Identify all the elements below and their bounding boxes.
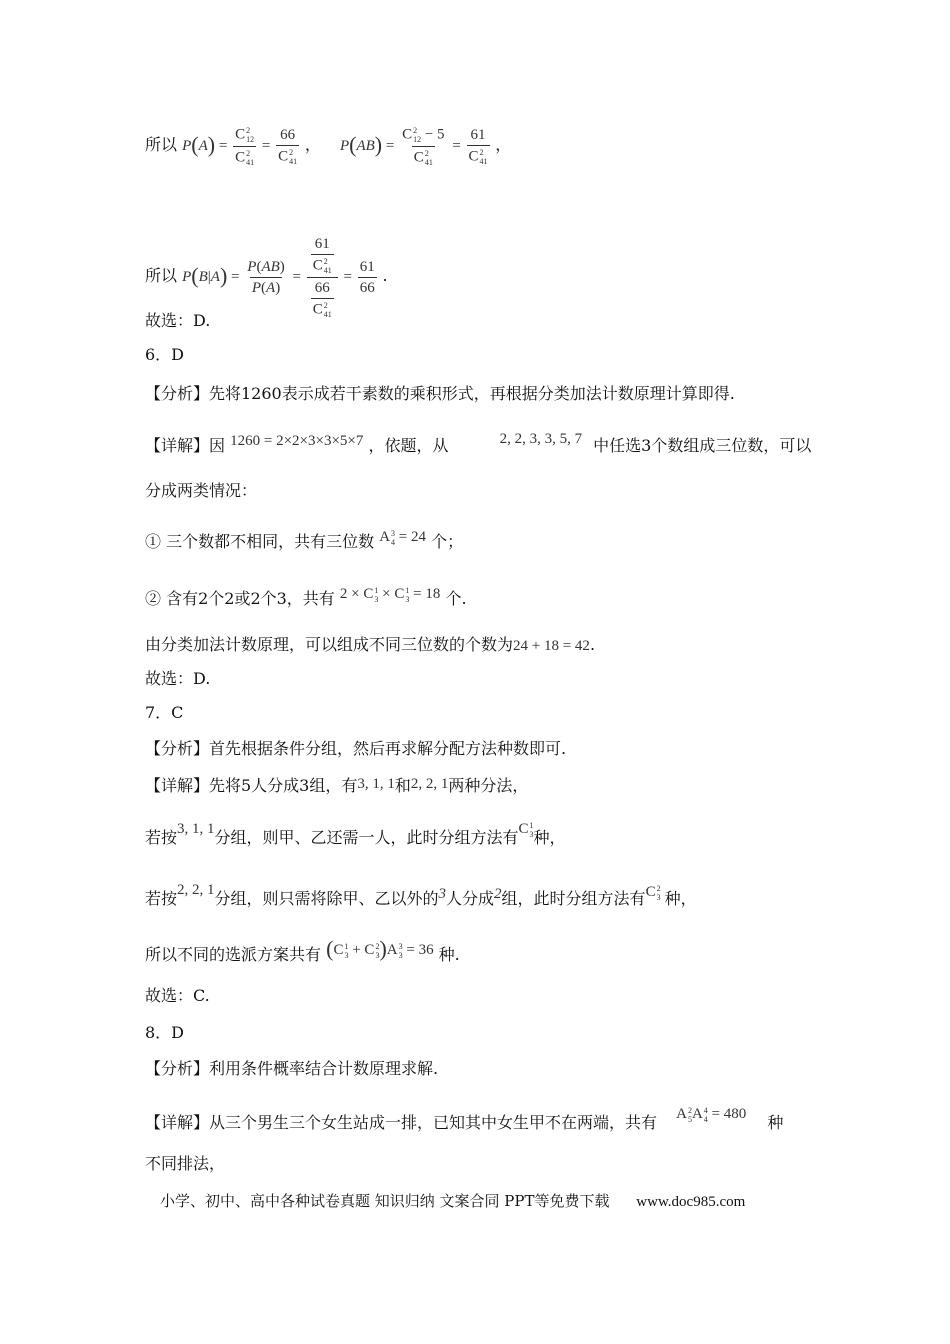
footer-text: 小学、初中、高中各种试卷真题 知识归纳 文案合同 PPT等免费下载 [160,1192,610,1210]
detail-7: 【详解】先将5人分成3组，有3, 1, 1和2, 2, 1两种分法， [145,776,529,795]
formula-digits: 2, 2, 3, 3, 5, 7 [499,431,583,447]
formula-sum: 24 + 18 = 42 [513,638,590,654]
detail-7-total: 所以不同的选派方案共有 (C 1 3 + C 2 3 )A 3 3 = 36 种. [145,936,460,964]
formula-factorization: 1260 = 2×2×3×3×5×7 [230,433,364,449]
formula-arrangements: A 2 5 A 4 4 = 480 [676,1105,747,1124]
analysis-6: 【分析】先将1260表示成若干素数的乘积形式，再根据分类加法计数原理计算即得. [145,384,735,403]
question-8-heading: 8．D [145,1023,185,1042]
footer-url[interactable]: www.doc985.com [636,1194,746,1210]
conclusion-6: 由分类加法计数原理，可以组成不同三位数的个数为24 + 18 = 42. [145,635,596,654]
formula-p-ab: P(AB) = C 2 12 − 5 C 2 41 = 61 C 2 41 [339,126,488,167]
line-answer-5: 故选：D. [145,311,211,330]
line-answer-6: 故选：D. [145,669,211,688]
line-conditional: 所以 P(B|A) = $\frac{P(AB)}{P(A)}$ = 61 C 2 41 66 C 2 41 = $\frac{61}{66}$ . [145,236,388,319]
text: 所以 [145,134,178,154]
detail-6-cont: 分成两类情况： [145,481,258,500]
question-6-heading: 6．D [145,345,185,364]
detail-8: 【详解】从三个男生三个女生站成一排，已知其中女生甲不在两端，共有 A 2 5 A 4 4 = 480 种 [145,1105,784,1132]
question-7-heading: 7．C [145,703,184,722]
formula-a43: A 3 4 = 24 [379,528,426,547]
formula-p-b-given-a: P(B|A) = $\frac{P(AB)}{P(A)}$ = 61 C 2 41 66 C 2 41 = $\frac{61}{66}$ [182,236,375,319]
page-footer [160,1190,745,1211]
formula-case2: 2 × C 1 3 × C 1 3 = 18 [339,585,441,604]
analysis-7: 【分析】首先根据条件分组，然后再求解分配方法种数即可. [145,739,567,758]
case-2: ② 含有2个2或2个3，共有 2 × C 1 3 × C 1 3 = 18 个. [145,585,467,608]
detail-7-case-311: 若按3, 1, 1分组，则甲、乙还需一人，此时分组方法有C 1 3 种， [145,820,566,847]
detail-7-case-221: 若按2, 2, 1分组，则只需将除甲、乙以外的3人分成2组，此时分组方法有C 2 3 种， [145,882,697,908]
detail-8-cont: 不同排法， [145,1154,226,1173]
detail-6: 【详解】因 1260 = 2×2×3×3×5×7 ，依题，从 2, 2, 3, 3, 5, 7 中任选3个数组成三位数，可以 [145,431,812,455]
analysis-8: 【分析】利用条件概率结合计数原理求解. [145,1059,439,1078]
text: 所以 [145,265,178,285]
formula-total-7: (C 1 3 + C 2 3 )A 3 3 = 36 [326,936,434,961]
formula-p-a: P(A) = C 2 12 C 2 41 = 66 C 2 41 [182,126,298,167]
line-answer-7: 故选：C. [145,986,210,1005]
line-probabilities: 所以 P(A) = C 2 12 C 2 41 = 66 C 2 41 ， P(AB) = C 2 12 − 5 C 2 41 = 61 C 2 41 ， [145,126,512,167]
case-1: ① 三个数都不相同，共有三位数 A 3 4 = 24 个； [145,528,464,551]
